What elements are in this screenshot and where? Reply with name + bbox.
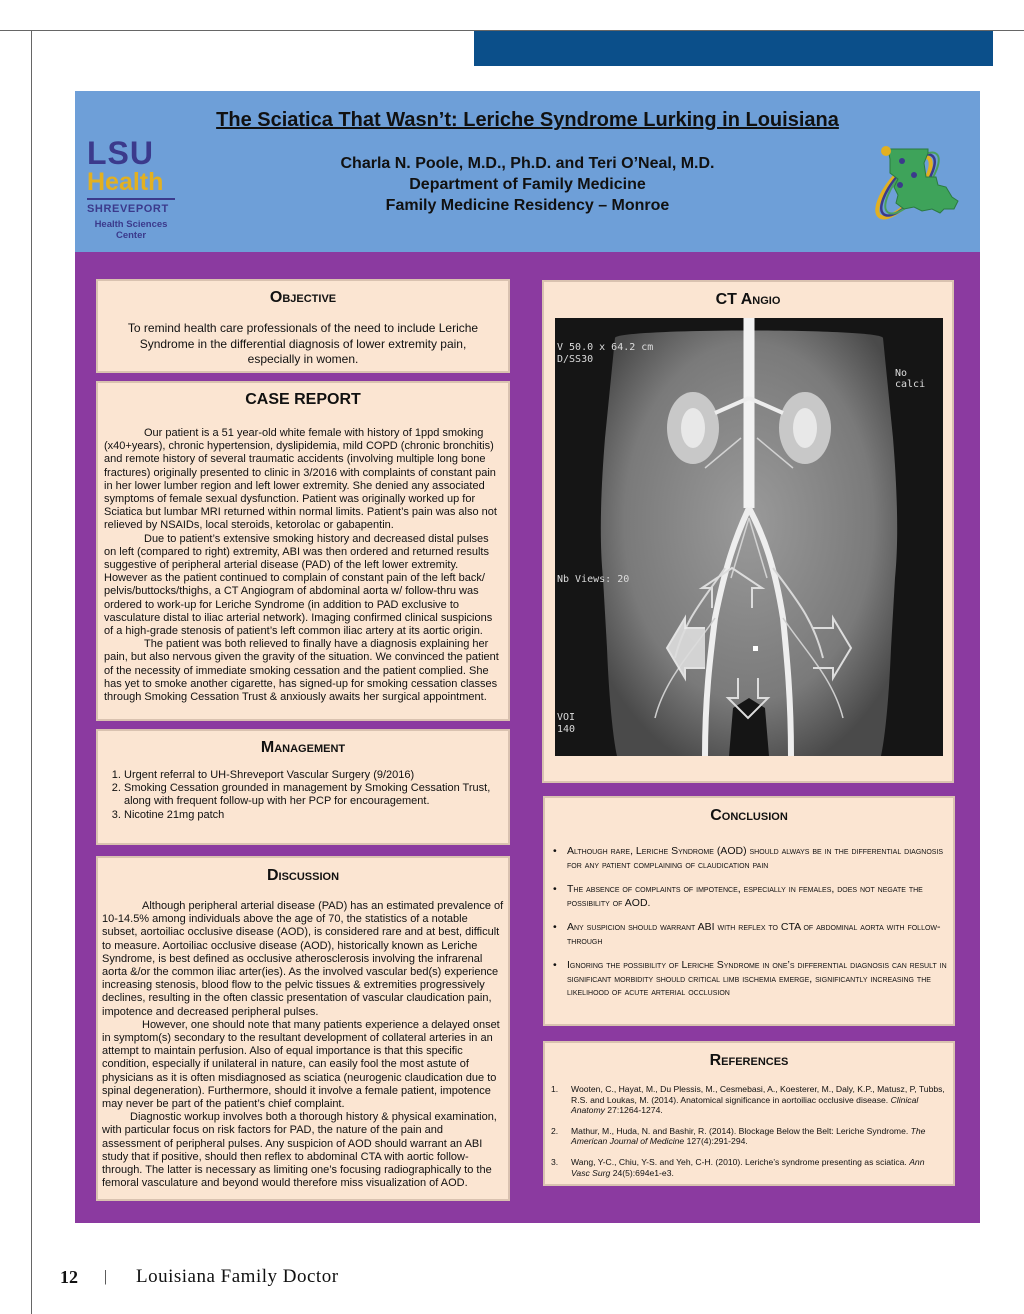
ct-overlay-text: No calci [895,368,926,390]
poster-title: The Sciatica That Wasn’t: Leriche Syndrome Lurking in Louisiana [216,109,839,131]
left-rule [31,30,32,1314]
conclusion-item: • Any suspicion should warrant ABI with reflex to CTA of abdominal aorta with follow-through [553,921,947,948]
discussion-paragraph: Although peripheral arterial disease (PAD) has an estimated prevalence of 10-14.5% among individuals above the age of 70, the statistics of a notable subset, aortoiliac occlusive disease (AOD), is considered rare and at best, difficult to measure. Aortoiliac occlusive disease (AOD), historically known as Leriche Syndrome, is best defined as occlusive atherosclerosis involving the infrarenal aorta &/or the common iliac arter(ies). As the involved vascular bed(s) experience increasing stenosis, blood flow to the pelvic tissues & extremities progressively declines, resulting in the often classic presentation of vascular claudication pain, impotence and decreased peripheral pulses. [102,900,504,1018]
footer-page-number: 12 [60,1267,78,1287]
ct-overlay-text: 140 [557,724,576,735]
footer-separator: | [104,1268,108,1285]
header-color-bar [474,31,993,66]
case-report-box [96,381,510,721]
reference-text: Wooten, C., Hayat, M., Du Plessis, M., Cesmebasi, A., Koesterer, M., Daly, K.P., Matusz, P, Tubbs, R.S. and Loukas, M. (2014). Anatomical significance in aortoiliac occlusive disease. [571,1084,945,1105]
lsu-logo-line3: SHREVEPORT [87,198,175,216]
references-heading: References [709,1052,789,1069]
lsu-health-logo [87,137,191,245]
poster-program: Family Medicine Residency – Monroe [385,197,670,214]
reference-number: 3. [551,1156,559,1167]
footer-publication-title: Louisiana Family Doctor [136,1266,339,1287]
discussion-heading: Discussion [266,867,340,884]
poster-department: Department of Family Medicine [409,176,646,193]
poster [75,91,980,1223]
case-report-paragraph: Due to patient’s extensive smoking history and decreased distal pulses on left (compared to right) extremity, ABI was then ordered and returned results suggestive of peripheral arterial disease (PAD) of the left lower extremity. However as the patient continued to complain of constant pain of the left back/ pelvis/buttocks/thighs, a CT Angiogram of abdominal aorta w/ follow-thru was ordered to work-up for Leriche Syndrome (in addition to PAD exclusive to vasculature distal to iliac arterial network). Imaging confirmed clinical suspicions of a high-grade stenosis of patient’s left common iliac artery at its aortic origin. [104,532,493,638]
ct-overlay-text: V 50.0 x 64.2 cm [557,342,654,353]
conclusion-item: • Ignoring the possibility of Leriche Syndrome in one’s differential diagnosis can result in significant morbidity should critical limb ischemia emerge, significantly increasing the likelihood of acute arterial occlusion [553,959,947,1000]
discussion-paragraph: However, one should note that many patients experience a delayed onset in symptom(s) secondary to the resultant development of collateral arteries in an attempt to maintain perfusion. Also of equal importance is that this specific condition, especially if unilateral in nature, can easily fool the most astute of physicians as it is often misdiagnosed as sciatica (neurogenic claudication due to spinal degeneration). Furthermore, should it involve a female patient, impotence may never be part of the patient’s chief complaint. [102,1018,500,1111]
lsu-logo-line1: LSU [87,135,154,171]
ct-angio-heading: CT Angio [715,291,781,308]
reference-tail: 127(4):291-294. [684,1136,748,1147]
lsu-logo-line2: Health [87,168,164,196]
ct-overlay-text: D/SS30 [557,354,594,365]
objective-text: To remind health care professionals of the need to include Leriche Syndrome in the differential diagnosis of lower extremity pain, especially in women. [127,321,479,366]
louisiana-state-icon [864,139,964,229]
reference-tail: 27:1264-1274. [604,1105,663,1116]
reference-journal: Clinical Anatomy [571,1094,919,1116]
lsu-logo-line4: Health Sciences Center [94,219,168,241]
ct-overlay-text: Nb Views: 20 [557,574,630,585]
discussion-paragraph: Diagnostic workup involves both a thorough history & physical examination, with particular focus on risk factors for PAD, the nature of the pain and assessment of peripheral pulses. Any suspicion of AOD should warrant an ABI study that if positive, should then reflex to abdominal CTA with aortic follow-through. The latter is necessary as limiting one’s focusing radiographically to the femoral vasculature and beyond would therefore miss visualization of AOD. [102,1111,497,1190]
reference-item [551,1126,945,1147]
reference-number: 2. [551,1125,559,1136]
references-box [543,1041,955,1186]
management-item: 3. Nicotine 21mg patch [124,809,508,822]
objective-box [96,279,510,373]
management-item: 1. Urgent referral to UH-Shreveport Vascular Surgery (9/2016) [124,769,508,782]
objective-heading: Objective [269,289,337,306]
reference-number: 1. [551,1084,559,1094]
ct-angio-box [542,280,954,783]
ct-angiogram-image [555,318,943,756]
reference-journal: Ann Vasc Surg [571,1156,925,1178]
case-report-paragraph: Our patient is a 51 year-old white female with history of 1ppd smoking (x40+years), chronic hypertension, dyslipidemia, mild COPD (chronic bronchitis) and remote history of several traumatic accidents (involving multiple long bone fractures) originally presented to clinic in 3/2016 with complaints of constant pain in her lower lumber region and left lower extremity. She denied any associated symptoms of female sexual dysfunction. Patient was originally worked up for Sciatica but lumbar MRI returned within normal limits. Patient’s pain was also not relieved by NSAIDs, local steroids, ketorolac or gabapentin. [104,427,497,532]
reference-text: Mathur, M., Huda, N. and Bashir, R. (2014). Blockage Below the Belt: Leriche Syndrome. [571,1125,911,1136]
ct-overlay-text: VOI [557,712,576,723]
reference-tail: 24(5):694e1-e3. [610,1167,674,1178]
reference-item [551,1084,945,1116]
reference-text: Wang, Y-C., Chiu, Y-S. and Yeh, C-H. (2010). Leriche’s syndrome presenting as sciatica. [571,1156,910,1167]
discussion-box [96,856,510,1201]
management-box [96,729,510,845]
poster-header [75,91,980,252]
conclusion-item: • The absence of complaints of impotence, especially in females, does not negate the possibility of AOD. [553,883,947,910]
reference-item [551,1157,945,1178]
management-item: 2. Smoking Cessation grounded in management by Smoking Cessation Trust, along with frequent follow-up with her PCP for encouragement. [124,782,508,808]
conclusion-heading: Conclusion [710,807,788,824]
reference-journal: The American Journal of Medicine [571,1125,926,1147]
conclusion-box [543,796,955,1026]
management-heading: Management [260,739,346,756]
case-report-paragraph: The patient was both relieved to finally have a diagnosis explaining her pain, but also nervous given the gravity of the situation. We convinced the patient of the necessity of immediate smoking cessation and the patient complied. She has yet to smoke another cigarette, has signed-up for smoking cessation classes through Smoking Cessation Trust & anxiously awaits her surgical appointment. [104,638,499,704]
poster-authors: Charla N. Poole, M.D., Ph.D. and Teri O’Neal, M.D. [340,155,715,172]
case-report-heading: CASE REPORT [245,391,361,408]
conclusion-item: • Although rare, Leriche Syndrome (AOD) should always be in the differential diagnosis for any patient complaining of claudication pain [553,845,947,872]
